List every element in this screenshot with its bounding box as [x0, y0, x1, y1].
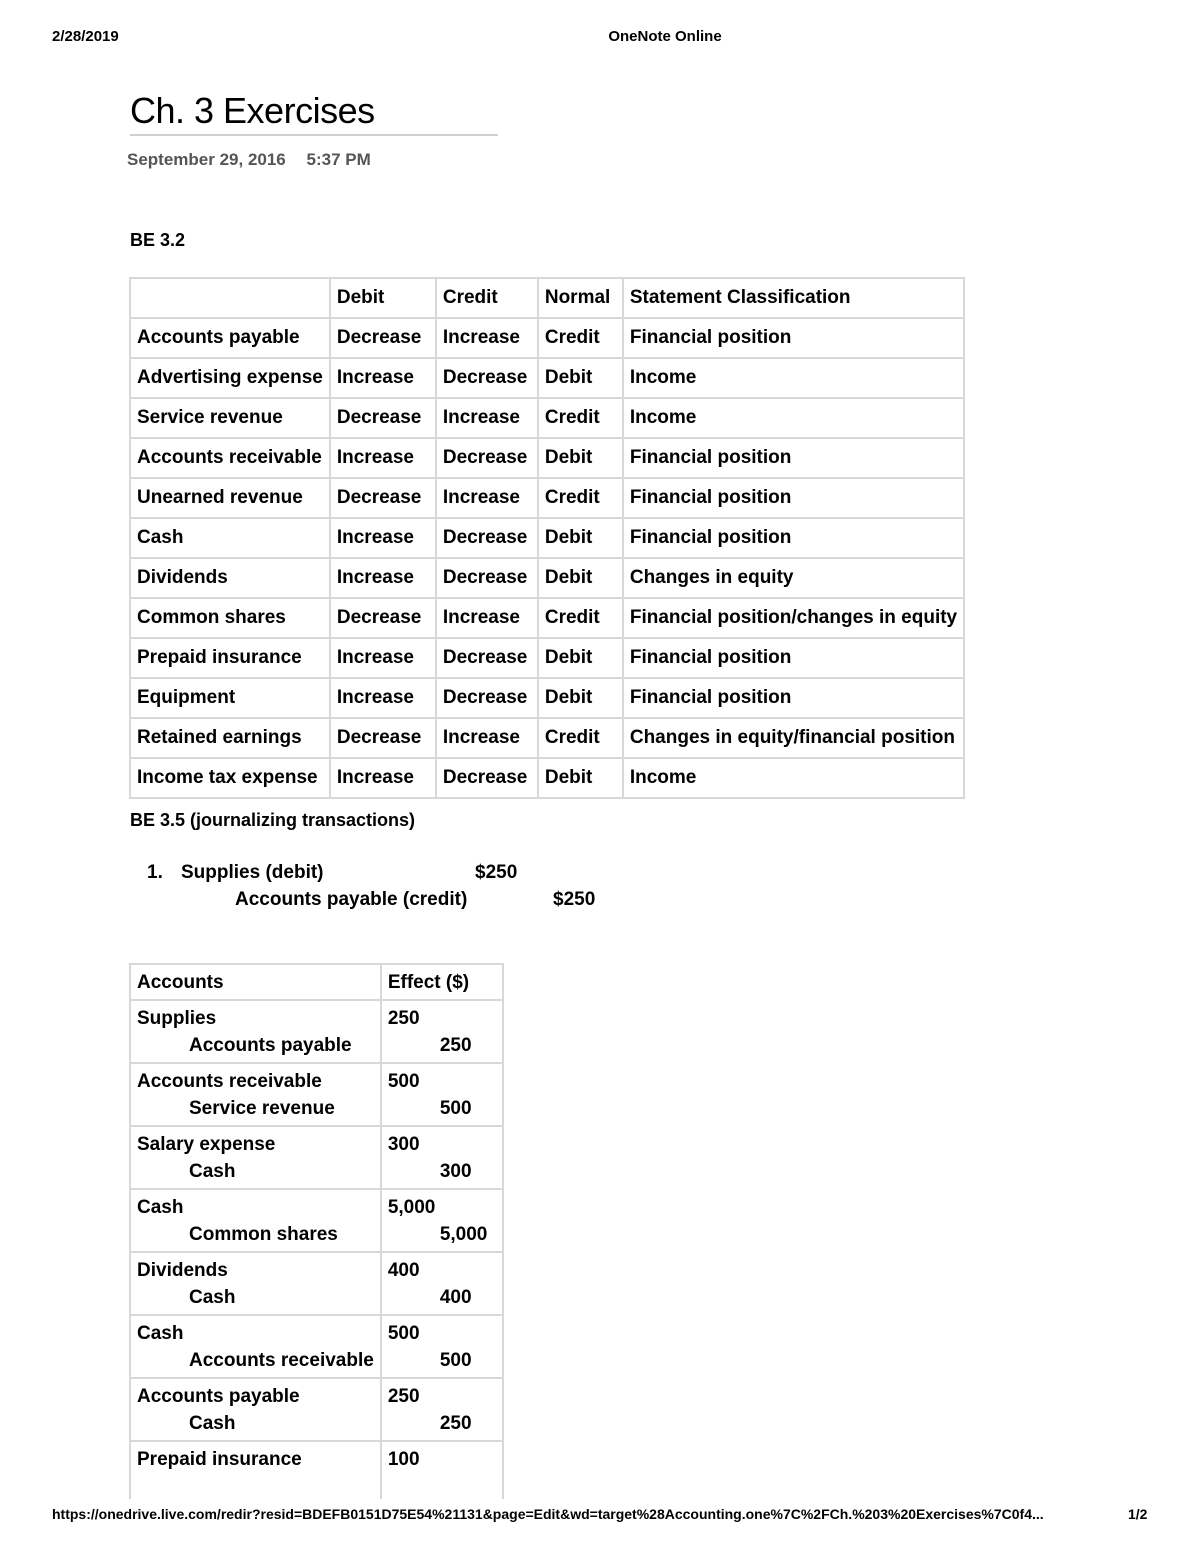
table-cell: Decrease	[436, 758, 538, 798]
debit-account: Accounts payable	[137, 1386, 300, 1407]
table-cell: Increase	[330, 558, 436, 598]
table-cell: Decrease	[436, 558, 538, 598]
table-cell: Income	[623, 758, 964, 798]
print-date: 2/28/2019	[52, 28, 119, 45]
debit-account: Cash	[137, 1197, 184, 1218]
table-row	[130, 318, 964, 358]
table-cell: Retained earnings	[130, 718, 330, 758]
table-header-cell	[130, 278, 330, 318]
be35-heading: BE 3.5 (journalizing transactions)	[130, 810, 416, 830]
credit-account: Cash	[189, 1413, 236, 1434]
effect-cell	[381, 1315, 503, 1378]
journal-row	[130, 1441, 503, 1499]
debit-amount: 250	[387, 1386, 420, 1407]
table-cell: Dividends	[130, 558, 330, 598]
table-cell: Income	[623, 398, 964, 438]
debit-account: Dividends	[137, 1260, 228, 1281]
accounts-cell	[130, 1189, 381, 1252]
debit-amount: 5,000	[387, 1197, 436, 1218]
journal-row	[130, 1252, 503, 1315]
credit-amount: 250	[439, 1035, 472, 1056]
table-cell: Debit	[538, 678, 623, 718]
table-cell: Common shares	[130, 598, 330, 638]
table-header-cell: Effect ($)	[381, 964, 503, 1000]
print-footer	[0, 1506, 1200, 1526]
table-cell: Decrease	[436, 358, 538, 398]
table-cell: Financial position	[623, 518, 964, 558]
credit-amount: 250	[439, 1413, 472, 1434]
credit-amount: 500	[439, 1350, 472, 1371]
journal-debit-line	[147, 862, 667, 889]
effect-cell	[381, 1252, 503, 1315]
table-cell: Credit	[538, 718, 623, 758]
table-row	[130, 358, 964, 398]
journal-row	[130, 1378, 503, 1441]
page-date: September 29, 2016	[127, 150, 286, 169]
table-cell: Increase	[330, 638, 436, 678]
table-header-row	[130, 278, 964, 318]
journal-entry	[147, 862, 667, 916]
accounts-cell: Prepaid insurance	[130, 1441, 381, 1499]
table-cell: Decrease	[330, 598, 436, 638]
be32-heading: BE 3.2	[130, 230, 186, 250]
table-header-cell: Accounts	[130, 964, 381, 1000]
effect-cell	[381, 1126, 503, 1189]
table-cell: Decrease	[436, 438, 538, 478]
table-cell: Credit	[538, 398, 623, 438]
effect-cell	[381, 1063, 503, 1126]
debit-amount: $250	[475, 862, 518, 883]
table-cell: Equipment	[130, 678, 330, 718]
table-cell: Unearned revenue	[130, 478, 330, 518]
table-cell: Increase	[436, 398, 538, 438]
table-cell: Increase	[330, 678, 436, 718]
journal-row	[130, 1063, 503, 1126]
table-header-row	[130, 964, 503, 1000]
table-cell: Credit	[538, 478, 623, 518]
accounts-cell	[130, 1315, 381, 1378]
table-cell: Decrease	[330, 318, 436, 358]
credit-amount: 300	[439, 1161, 472, 1182]
debit-account: Cash	[137, 1323, 184, 1344]
table-cell: Financial position	[623, 438, 964, 478]
effect-cell: 100	[381, 1441, 503, 1499]
table-cell: Credit	[538, 598, 623, 638]
table-cell: Decrease	[436, 678, 538, 718]
print-header	[0, 28, 1200, 48]
table-row	[130, 638, 964, 678]
print-page-number: 1/2	[1128, 1506, 1148, 1522]
journal-row	[130, 1000, 503, 1063]
page-time: 5:37 PM	[306, 150, 371, 169]
entry-number: 1.	[147, 862, 163, 883]
table-cell: Decrease	[436, 518, 538, 558]
credit-account: Service revenue	[189, 1098, 335, 1119]
table-cell: Debit	[538, 358, 623, 398]
print-app-name: OneNote Online	[608, 28, 722, 45]
table-row	[130, 398, 964, 438]
table-cell: Decrease	[330, 478, 436, 518]
page-timestamp	[127, 150, 371, 170]
table-cell: Accounts payable	[130, 318, 330, 358]
table-cell: Increase	[330, 518, 436, 558]
credit-account: Accounts payable (credit)	[235, 889, 468, 910]
debit-account: Supplies	[137, 1008, 217, 1029]
table-cell: Changes in equity/financial position	[623, 718, 964, 758]
debit-amount: 400	[387, 1260, 420, 1281]
table-cell: Financial position	[623, 678, 964, 718]
debit-amount: 500	[387, 1323, 420, 1344]
table-cell: Debit	[538, 558, 623, 598]
debit-account: Salary expense	[137, 1134, 276, 1155]
table-cell: Decrease	[330, 718, 436, 758]
title-divider	[130, 134, 498, 136]
page-title: Ch. 3 Exercises	[130, 90, 375, 131]
table-header-cell: Debit	[330, 278, 436, 318]
table-cell: Decrease	[436, 638, 538, 678]
credit-amount: $250	[553, 889, 596, 910]
accounts-cell	[130, 1252, 381, 1315]
table-cell: Income	[623, 358, 964, 398]
journal-row	[130, 1189, 503, 1252]
table-row	[130, 478, 964, 518]
accounts-cell	[130, 1063, 381, 1126]
effect-cell	[381, 1189, 503, 1252]
table-cell: Cash	[130, 518, 330, 558]
table-cell: Income tax expense	[130, 758, 330, 798]
table-header-cell: Statement Classification	[623, 278, 964, 318]
credit-amount: 5,000	[439, 1224, 488, 1245]
table-cell: Advertising expense	[130, 358, 330, 398]
table-cell: Accounts receivable	[130, 438, 330, 478]
table-cell: Increase	[330, 758, 436, 798]
table-cell: Decrease	[330, 398, 436, 438]
table-cell: Increase	[330, 438, 436, 478]
journal-row	[130, 1315, 503, 1378]
accounts-cell	[130, 1000, 381, 1063]
table-cell: Service revenue	[130, 398, 330, 438]
debit-amount: 300	[387, 1134, 420, 1155]
debit-amount: 500	[387, 1071, 420, 1092]
table-row	[130, 438, 964, 478]
debit-account: Accounts receivable	[137, 1071, 322, 1092]
table-row	[130, 558, 964, 598]
table-cell: Increase	[436, 478, 538, 518]
credit-account: Common shares	[189, 1224, 338, 1245]
table-cell: Financial position/changes in equity	[623, 598, 964, 638]
debit-account: Supplies (debit)	[181, 862, 324, 883]
table-cell: Increase	[436, 318, 538, 358]
table-cell: Financial position	[623, 478, 964, 518]
table-row	[130, 758, 964, 798]
table-cell: Debit	[538, 518, 623, 558]
effect-cell	[381, 1378, 503, 1441]
table-row	[130, 518, 964, 558]
accounts-cell	[130, 1126, 381, 1189]
table-header-cell: Credit	[436, 278, 538, 318]
journal-row	[130, 1126, 503, 1189]
credit-amount: 500	[439, 1098, 472, 1119]
table-cell: Increase	[436, 598, 538, 638]
print-url: https://onedrive.live.com/redir?resid=BDEFB0151D75E54%21131&page=Edit&wd=target%28Accounting.one%7C%2FCh.%203%20Exercises%7C0f4...	[52, 1506, 1044, 1522]
table-row	[130, 598, 964, 638]
credit-account: Cash	[189, 1161, 236, 1182]
effect-cell	[381, 1000, 503, 1063]
be35-table	[129, 963, 504, 1499]
credit-account: Accounts receivable	[189, 1350, 374, 1371]
table-header-cell: Normal	[538, 278, 623, 318]
table-cell: Prepaid insurance	[130, 638, 330, 678]
credit-amount: 400	[439, 1287, 472, 1308]
table-cell: Financial position	[623, 318, 964, 358]
journal-credit-line	[147, 889, 667, 916]
accounts-cell	[130, 1378, 381, 1441]
table-cell: Changes in equity	[623, 558, 964, 598]
table-cell: Increase	[436, 718, 538, 758]
table-cell: Debit	[538, 758, 623, 798]
table-cell: Debit	[538, 638, 623, 678]
table-cell: Financial position	[623, 638, 964, 678]
table-cell: Debit	[538, 438, 623, 478]
table-row	[130, 678, 964, 718]
be32-table	[129, 277, 965, 799]
credit-account: Cash	[189, 1287, 236, 1308]
debit-amount: 250	[387, 1008, 420, 1029]
credit-account: Accounts payable	[189, 1035, 352, 1056]
table-cell: Credit	[538, 318, 623, 358]
table-row	[130, 718, 964, 758]
table-cell: Increase	[330, 358, 436, 398]
